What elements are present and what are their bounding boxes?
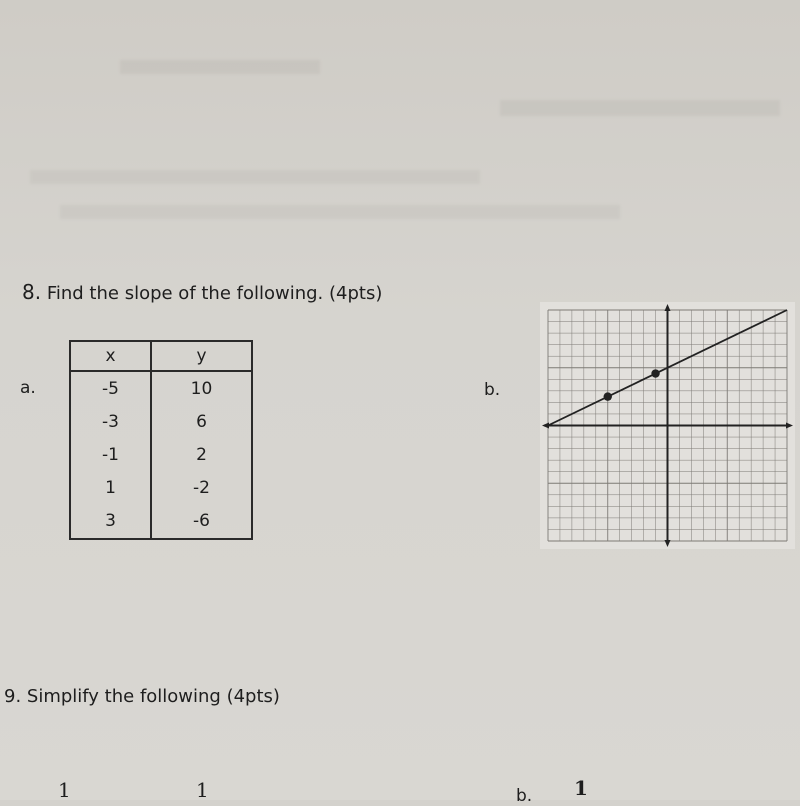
table-cell-y: -6	[151, 505, 252, 539]
question-9-part-b-label: b.	[516, 786, 533, 806]
table-cell-y: -2	[151, 472, 252, 505]
question-9-prompt: 9. Simplify the following (4pts)	[4, 686, 280, 707]
table-cell-y: 10	[151, 371, 252, 405]
table-row	[70, 505, 252, 539]
table-cell-x: 3	[70, 505, 151, 539]
question-9b-fraction-numerator: 1	[574, 776, 588, 800]
table-cell-y: 6	[151, 405, 252, 438]
table-cell-x: -5	[70, 371, 151, 405]
part-b-label: b.	[484, 380, 501, 400]
question-9a-fraction-numerator: 1	[58, 778, 71, 802]
table-cell-x: -1	[70, 438, 151, 471]
table-cell-x: -3	[70, 405, 151, 438]
question-8-prompt	[22, 280, 382, 304]
table-header-y: y	[151, 341, 252, 371]
table-row	[70, 405, 252, 438]
graph-point	[651, 369, 659, 377]
graph-point	[604, 392, 612, 400]
coordinate-graph	[540, 302, 795, 549]
table-row	[70, 371, 252, 405]
question-8-text: Find the slope of the following. (4pts)	[46, 283, 383, 304]
table-cell-x: 1	[70, 472, 151, 505]
xy-table	[69, 340, 253, 540]
question-9a-fraction-numerator-2: 1	[196, 778, 209, 802]
part-a-label: a.	[20, 378, 36, 398]
table-header-x: x	[70, 341, 151, 371]
table-cell-y: 2	[151, 438, 252, 471]
table-row	[70, 438, 252, 471]
table-row	[70, 472, 252, 505]
question-8-number: 8.	[22, 280, 42, 304]
